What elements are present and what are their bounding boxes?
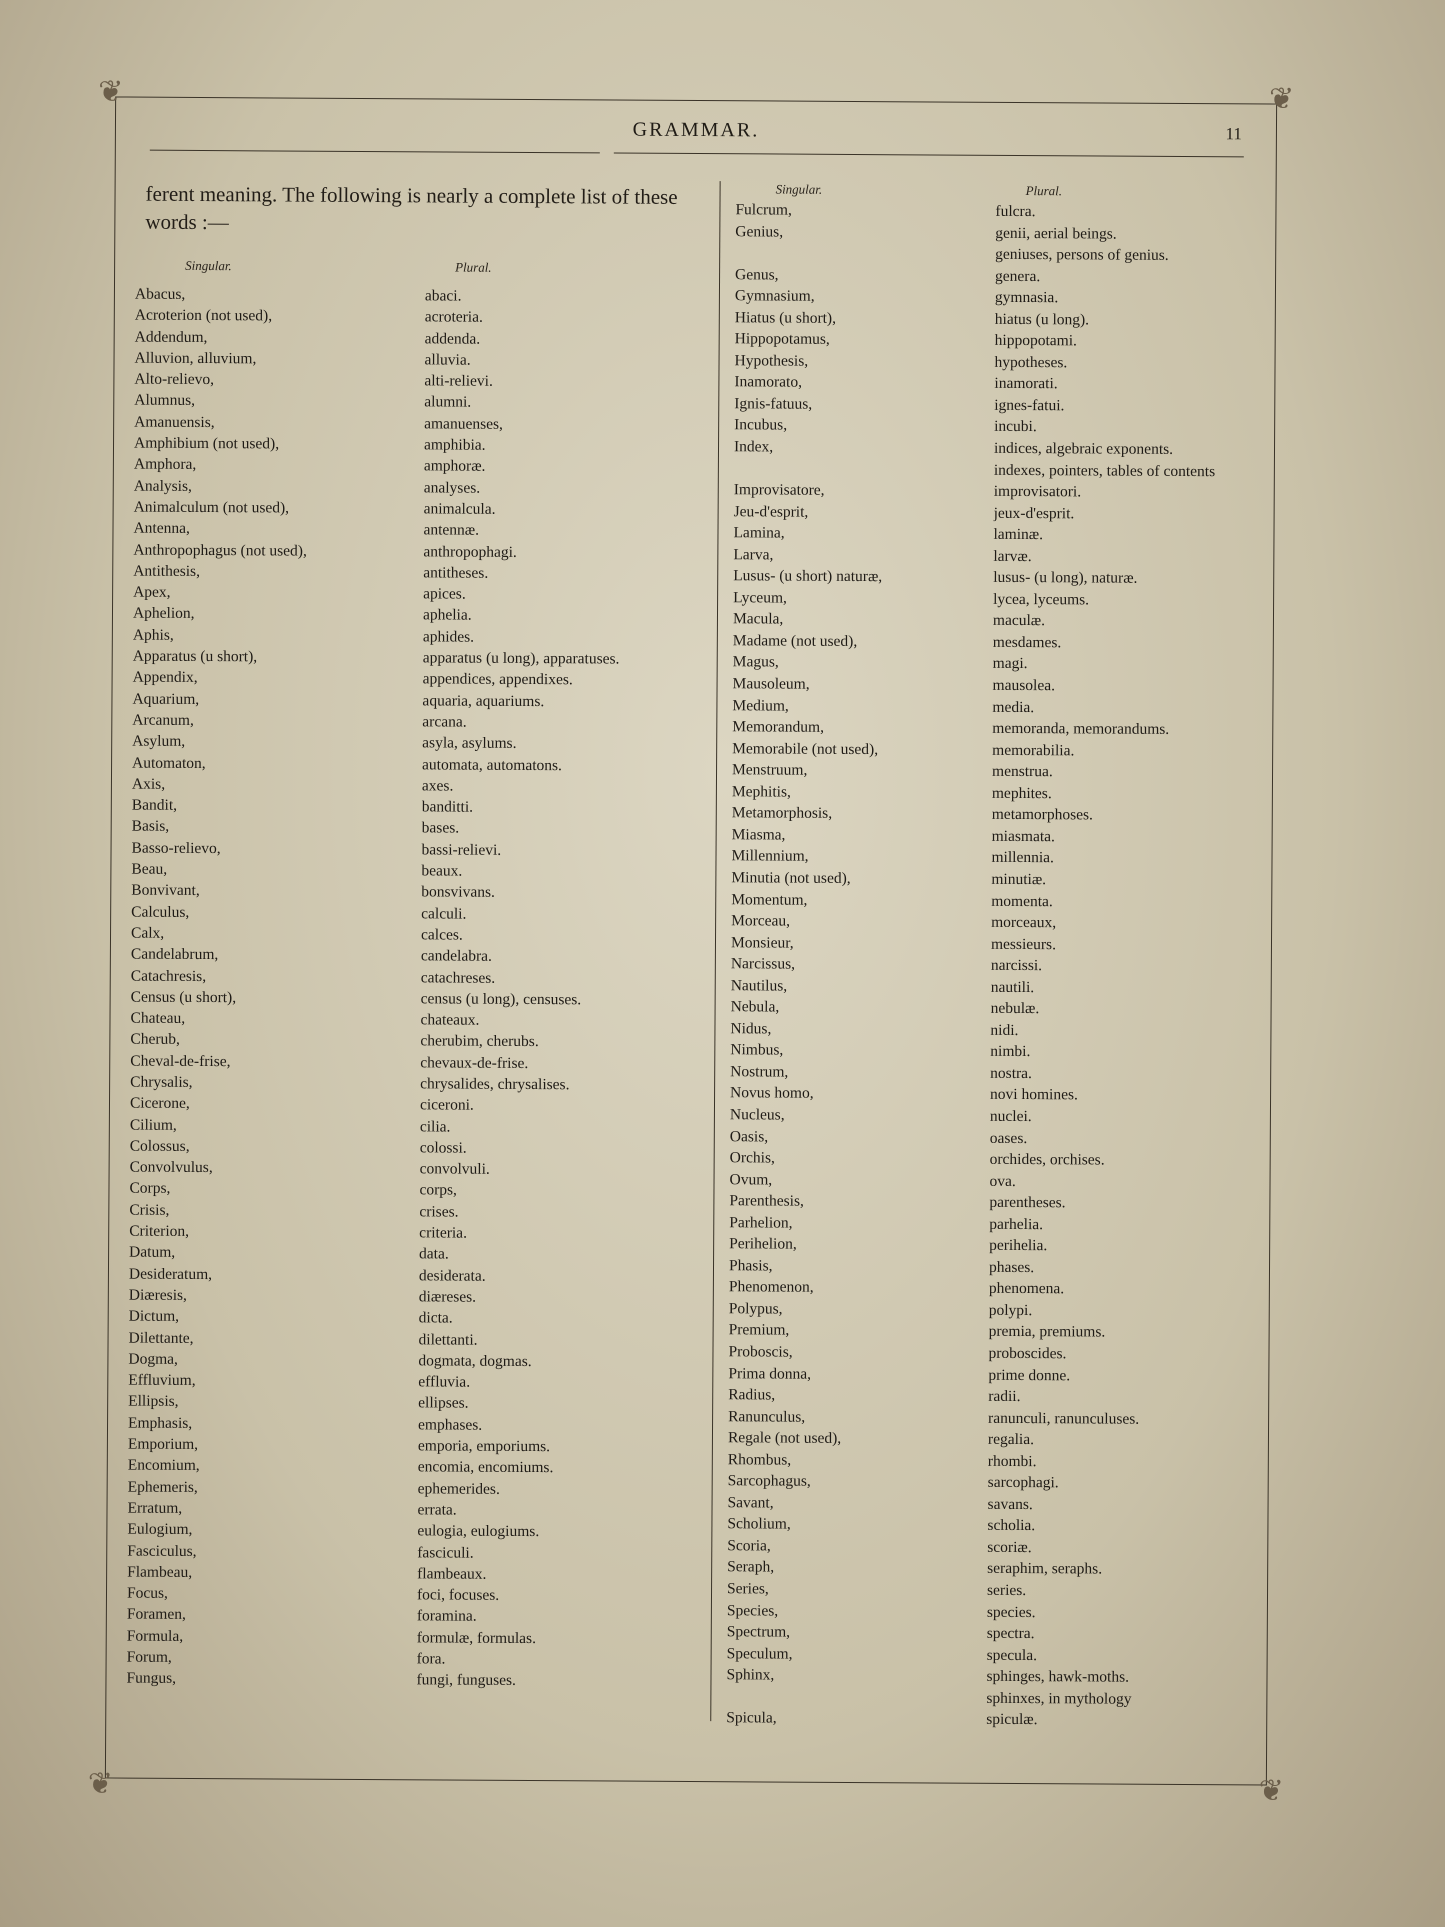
singular-entry: Aphelion, bbox=[132, 605, 195, 623]
plural-entry: genera. bbox=[995, 267, 1041, 285]
plural-entry: animalcula. bbox=[423, 500, 496, 518]
plural-entry: nidi. bbox=[990, 1021, 1019, 1039]
plural-entry: momenta. bbox=[991, 892, 1053, 910]
singular-entry: Forum, bbox=[126, 1648, 172, 1666]
singular-entry: Phenomenon, bbox=[728, 1278, 814, 1297]
plural-entry: eulogia, eulogiums. bbox=[417, 1522, 540, 1541]
plural-entry: alluvia. bbox=[424, 351, 471, 369]
singular-entry: Index, bbox=[733, 438, 774, 456]
plural-entry: rhombi. bbox=[987, 1452, 1037, 1470]
intro-paragraph: ferent meaning. The following is nearly a complete list of these words :— bbox=[145, 181, 678, 235]
right-plural-heading: Plural. bbox=[1025, 183, 1063, 199]
plural-entry: species. bbox=[986, 1603, 1036, 1621]
plural-entry: larvæ. bbox=[993, 547, 1032, 565]
plural-entry: emporia, emporiums. bbox=[417, 1437, 551, 1456]
plural-entry: inamorati. bbox=[994, 375, 1058, 393]
singular-entry: Basso-relievo, bbox=[131, 839, 221, 857]
singular-entry: Axis, bbox=[131, 775, 166, 793]
plural-entry: ignes-fatui. bbox=[994, 396, 1065, 415]
plural-entry: millennia. bbox=[991, 849, 1054, 867]
singular-entry: Ephemeris, bbox=[127, 1478, 198, 1496]
singular-entry: Nidus, bbox=[730, 1020, 772, 1038]
singular-entry: Asylum, bbox=[132, 732, 186, 751]
singular-entry: Spectrum, bbox=[726, 1623, 791, 1641]
plural-entry: scholia. bbox=[987, 1517, 1036, 1535]
singular-entry: Anthropophagus (not used), bbox=[133, 541, 307, 560]
header-rule bbox=[150, 150, 600, 154]
plural-entry: nebulæ. bbox=[990, 1000, 1040, 1018]
plural-entry: premia, premiums. bbox=[988, 1323, 1106, 1341]
singular-entry: Minutia (not used), bbox=[731, 869, 851, 887]
plural-entry: errata. bbox=[417, 1501, 457, 1519]
singular-entry: Appendix, bbox=[132, 668, 198, 687]
plural-entry: hippopotami. bbox=[994, 332, 1077, 350]
singular-entry: Fulcrum, bbox=[735, 201, 792, 219]
singular-entry: Analysis, bbox=[133, 477, 192, 495]
singular-entry: Focus, bbox=[126, 1584, 168, 1602]
plural-entry: improvisatori. bbox=[993, 482, 1082, 501]
plural-entry: antennæ. bbox=[423, 521, 480, 539]
plural-entry: messieurs. bbox=[990, 935, 1057, 953]
plural-entry: effluvia. bbox=[418, 1373, 471, 1391]
singular-entry: Rhombus, bbox=[727, 1450, 792, 1469]
singular-entry: Hippopotamus, bbox=[734, 330, 830, 349]
singular-entry: Datum, bbox=[129, 1243, 176, 1262]
singular-entry: Macula, bbox=[732, 610, 784, 628]
singular-entry: Lamina, bbox=[733, 524, 785, 542]
singular-entry: Cheval-de-frise, bbox=[130, 1052, 231, 1070]
singular-entry: Jeu-d'esprit, bbox=[733, 502, 809, 521]
singular-entry bbox=[735, 242, 1005, 265]
singular-entry: Morceau, bbox=[731, 912, 791, 930]
singular-entry: Radius, bbox=[728, 1386, 776, 1404]
singular-entry: Miasma, bbox=[731, 826, 786, 844]
plural-entry: phenomena. bbox=[988, 1280, 1065, 1298]
plural-entry: nautili. bbox=[990, 978, 1035, 996]
singular-entry: Cicerone, bbox=[129, 1094, 190, 1113]
plural-entry: sphinges, hawk-moths. bbox=[986, 1668, 1130, 1686]
plural-entry: sphinxes, in mythology bbox=[986, 1689, 1132, 1708]
singular-entry: Nebula, bbox=[730, 998, 780, 1016]
plural-entry: lycea, lyceums. bbox=[993, 590, 1090, 609]
singular-entry: Ovum, bbox=[729, 1170, 773, 1189]
plural-entry: series. bbox=[986, 1581, 1027, 1600]
singular-entry: Regale (not used), bbox=[727, 1429, 842, 1448]
page-frame bbox=[87, 75, 1295, 1808]
plural-entry: bassi-relievi. bbox=[421, 841, 502, 859]
singular-entry: Parenthesis, bbox=[729, 1192, 804, 1210]
singular-entry: Savant, bbox=[727, 1494, 774, 1512]
singular-entry: Emporium, bbox=[127, 1435, 199, 1454]
plural-entry: hiatus (u long). bbox=[994, 310, 1090, 329]
plural-entry: chevaux-de-frise. bbox=[420, 1054, 529, 1072]
running-title: GRAMMAR. bbox=[632, 118, 760, 142]
plural-entry: savans. bbox=[987, 1495, 1033, 1513]
singular-entry: Colossus, bbox=[129, 1137, 190, 1155]
singular-entry: Nucleus, bbox=[729, 1106, 785, 1124]
plural-entry: menstrua. bbox=[991, 763, 1053, 781]
singular-entry: Chateau, bbox=[130, 1009, 186, 1028]
singular-entry: Alto-relievo, bbox=[134, 370, 215, 389]
singular-entry: Encomium, bbox=[127, 1456, 200, 1475]
plural-entry: prime donne. bbox=[988, 1366, 1071, 1384]
singular-entry: Candelabrum, bbox=[130, 945, 219, 964]
plural-entry: ephemerides. bbox=[417, 1479, 500, 1498]
singular-entry: Alluvion, alluvium, bbox=[134, 349, 257, 368]
plural-entry: mephites. bbox=[991, 784, 1052, 802]
singular-entry: Larva, bbox=[733, 546, 774, 564]
singular-entry: Basis, bbox=[131, 818, 170, 836]
plural-entry: seraphim, seraphs. bbox=[987, 1560, 1103, 1578]
plural-entry: parentheses. bbox=[989, 1193, 1066, 1212]
singular-entry: Erratum, bbox=[127, 1499, 183, 1517]
singular-entry: Madame (not used), bbox=[732, 632, 858, 650]
singular-entry: Memorandum, bbox=[732, 718, 825, 736]
plural-entry: colossi. bbox=[419, 1139, 467, 1157]
plural-entry: polypi. bbox=[988, 1301, 1033, 1319]
plural-entry: chrysalides, chrysalises. bbox=[420, 1075, 570, 1094]
plural-entry: abaci. bbox=[424, 287, 462, 305]
left-singular-list bbox=[126, 284, 425, 1691]
plural-entry: candelabra. bbox=[420, 947, 492, 965]
singular-entry: Gymnasium, bbox=[734, 287, 815, 305]
page-number: 11 bbox=[1225, 124, 1242, 144]
plural-entry: gymnasia. bbox=[994, 289, 1059, 307]
plural-entry: fungi, funguses. bbox=[416, 1671, 516, 1690]
singular-entry: Amphora, bbox=[133, 455, 197, 474]
singular-entry: Hiatus (u short), bbox=[734, 308, 837, 327]
singular-entry: Phasis, bbox=[728, 1257, 773, 1275]
singular-entry: Nautilus, bbox=[730, 976, 788, 995]
singular-entry: Novus homo, bbox=[730, 1084, 814, 1103]
singular-entry: Ellipsis, bbox=[128, 1393, 179, 1411]
plural-entry: formulæ, formulas. bbox=[416, 1629, 537, 1647]
singular-entry: Amanuensis, bbox=[134, 413, 215, 431]
plural-entry: addenda. bbox=[424, 329, 481, 348]
singular-entry: Cilium, bbox=[129, 1116, 177, 1134]
plural-entry: geniuses, persons of genius. bbox=[995, 245, 1169, 264]
singular-entry: Perihelion, bbox=[729, 1235, 797, 1253]
plural-entry: incubi. bbox=[994, 418, 1037, 436]
left-plural-list bbox=[416, 285, 715, 1692]
singular-entry: Automaton, bbox=[132, 754, 206, 772]
plural-entry: axes. bbox=[421, 777, 454, 795]
plural-entry: jeux-d'esprit. bbox=[993, 504, 1075, 522]
singular-entry: Dictum, bbox=[128, 1307, 180, 1326]
plural-entry: spiculæ. bbox=[986, 1711, 1038, 1729]
page-header bbox=[116, 111, 1276, 158]
plural-entry: metamorphoses. bbox=[991, 806, 1093, 824]
plural-entry: acroteria. bbox=[424, 308, 483, 327]
plural-entry: miasmata. bbox=[991, 827, 1055, 846]
plural-entry: minutiæ. bbox=[991, 870, 1047, 889]
singular-entry: Acroterion (not used), bbox=[134, 306, 273, 325]
plural-entry: corps, bbox=[419, 1181, 457, 1200]
plural-entry: automata, automatons. bbox=[422, 755, 563, 774]
plural-entry: antitheses. bbox=[423, 564, 489, 582]
singular-entry: Abacus, bbox=[134, 285, 186, 303]
singular-entry: Aquarium, bbox=[132, 690, 200, 708]
singular-entry: Calculus, bbox=[131, 903, 190, 921]
singular-entry: Antithesis, bbox=[133, 562, 201, 580]
plural-entry: crises. bbox=[419, 1203, 459, 1221]
singular-entry: Nimbus, bbox=[730, 1041, 784, 1059]
plural-entry: bonsvivans. bbox=[421, 883, 495, 902]
plural-entry: sarcophagi. bbox=[987, 1474, 1059, 1492]
singular-entry: Crisis, bbox=[129, 1201, 170, 1219]
singular-entry: Polypus, bbox=[728, 1300, 783, 1318]
plural-entry: criteria. bbox=[419, 1224, 468, 1242]
singular-entry: Hypothesis, bbox=[734, 352, 809, 370]
plural-entry: encomia, encomiums. bbox=[417, 1458, 554, 1477]
singular-entry: Sphinx, bbox=[726, 1666, 775, 1684]
singular-entry: Catachresis, bbox=[130, 967, 207, 985]
singular-entry: Nostrum, bbox=[730, 1063, 789, 1081]
singular-entry: Oasis, bbox=[729, 1127, 769, 1145]
plural-entry: census (u long), censuses. bbox=[420, 990, 582, 1009]
singular-entry: Spicula, bbox=[726, 1709, 777, 1727]
plural-entry: nostra. bbox=[990, 1064, 1033, 1082]
left-singular-heading: Singular. bbox=[185, 257, 232, 274]
plural-entry: anthropophagi. bbox=[423, 542, 517, 561]
plural-entry: alumni. bbox=[424, 393, 472, 412]
right-singular-list bbox=[726, 199, 1005, 1730]
plural-entry: ciceroni. bbox=[419, 1096, 474, 1114]
plural-entry: banditti. bbox=[421, 798, 474, 816]
plural-entry: calces. bbox=[420, 926, 463, 944]
plural-entry: flambeaux. bbox=[417, 1565, 487, 1583]
singular-entry: Aphis, bbox=[132, 626, 174, 644]
singular-entry: Speculum, bbox=[726, 1644, 793, 1663]
plural-entry: arcana. bbox=[422, 713, 467, 731]
singular-entry: Lyceum, bbox=[733, 589, 787, 607]
singular-entry: Corps, bbox=[129, 1180, 171, 1198]
singular-entry: Bandit, bbox=[131, 796, 178, 814]
singular-entry: Premium, bbox=[728, 1321, 790, 1340]
plural-entry: morceaux, bbox=[991, 913, 1057, 932]
plural-entry: bases. bbox=[421, 819, 460, 838]
plural-entry: regalia. bbox=[987, 1430, 1035, 1449]
plural-entry: novi homines. bbox=[990, 1086, 1078, 1104]
plural-entry: narcissi. bbox=[990, 956, 1043, 975]
plural-entry: laminæ. bbox=[993, 526, 1044, 544]
plural-entry: fasciculi. bbox=[417, 1543, 474, 1562]
singular-entry: Calx, bbox=[130, 924, 165, 942]
plural-entry: mesdames. bbox=[992, 633, 1062, 652]
singular-entry: Animalculum (not used), bbox=[133, 498, 290, 517]
singular-entry: Dogma, bbox=[128, 1350, 179, 1368]
singular-entry: Parhelion, bbox=[729, 1213, 793, 1232]
plural-entry: lusus- (u long), naturæ. bbox=[993, 569, 1138, 588]
plural-entry: dilettanti. bbox=[418, 1330, 478, 1349]
singular-entry: Census (u short), bbox=[130, 988, 237, 1007]
singular-entry: Genius, bbox=[735, 222, 784, 241]
singular-entry: Millennium, bbox=[731, 847, 809, 866]
singular-entry: Mausoleum, bbox=[732, 675, 810, 693]
singular-entry: Fungus, bbox=[126, 1669, 177, 1688]
plural-entry: catachreses. bbox=[420, 968, 496, 987]
singular-entry: Foramen, bbox=[126, 1605, 186, 1624]
singular-entry: Ranunculus, bbox=[728, 1407, 806, 1426]
singular-entry: Monsieur, bbox=[730, 933, 794, 952]
plural-entry: ova. bbox=[989, 1172, 1016, 1190]
plural-entry: genii, aerial beings. bbox=[995, 224, 1117, 243]
singular-entry: Species, bbox=[726, 1601, 779, 1620]
plural-entry: cherubim, cherubs. bbox=[420, 1032, 539, 1051]
plural-entry: convolvuli. bbox=[419, 1160, 490, 1178]
singular-entry: Incubus, bbox=[734, 416, 788, 435]
singular-entry: Emphasis, bbox=[127, 1414, 193, 1432]
plural-entry: media. bbox=[992, 698, 1035, 716]
plural-entry: proboscides. bbox=[988, 1344, 1067, 1363]
singular-entry: Momentum, bbox=[731, 890, 808, 909]
singular-entry: Memorabile (not used), bbox=[732, 739, 879, 758]
plural-entry: diæreses. bbox=[418, 1288, 477, 1306]
singular-entry: Lusus- (u short) naturæ, bbox=[733, 567, 883, 586]
plural-entry: mausolea. bbox=[992, 676, 1056, 695]
plural-entry: specula. bbox=[986, 1646, 1038, 1664]
plural-entry: nuclei. bbox=[989, 1107, 1032, 1126]
singular-entry: Convolvulus, bbox=[129, 1158, 213, 1177]
plural-entry: parhelia. bbox=[989, 1215, 1044, 1233]
plural-entry: chateaux. bbox=[420, 1011, 480, 1029]
singular-entry: Alumnus, bbox=[134, 392, 196, 410]
plural-entry: aphelia. bbox=[422, 606, 472, 625]
plural-entry: phases. bbox=[988, 1258, 1035, 1276]
singular-entry: Addendum, bbox=[134, 328, 208, 346]
plural-entry: fulcra. bbox=[995, 202, 1036, 221]
header-rule bbox=[614, 153, 1244, 158]
plural-entry: amphibia. bbox=[423, 436, 486, 454]
singular-entry: Proboscis, bbox=[728, 1343, 793, 1361]
singular-entry: Apparatus (u short), bbox=[132, 647, 258, 666]
plural-entry: orchides, orchises. bbox=[989, 1150, 1105, 1169]
plural-entry: memorabilia. bbox=[992, 741, 1075, 760]
singular-entry: Genus, bbox=[735, 265, 779, 284]
singular-entry: Scholium, bbox=[727, 1515, 791, 1533]
plural-entry: indexes, pointers, tables of contents bbox=[993, 461, 1216, 480]
singular-entry: Prima donna, bbox=[728, 1364, 812, 1383]
singular-entry: Cherub, bbox=[130, 1030, 180, 1049]
plural-entry: desiderata. bbox=[418, 1267, 486, 1285]
singular-entry: Amphibium (not used), bbox=[133, 434, 280, 453]
singular-entry: Diæresis, bbox=[128, 1286, 188, 1304]
plural-entry: nimbi. bbox=[990, 1043, 1031, 1061]
singular-entry: Narcissus, bbox=[730, 955, 796, 973]
plural-entry: spectra. bbox=[986, 1624, 1035, 1643]
plural-entry: radii. bbox=[988, 1387, 1021, 1406]
singular-entry: Eulogium, bbox=[127, 1520, 193, 1539]
singular-entry: Scoria, bbox=[727, 1537, 771, 1555]
plural-entry: emphases. bbox=[417, 1416, 483, 1434]
corner-ornament-icon: ❦ bbox=[1268, 82, 1295, 116]
singular-entry: Formula, bbox=[126, 1627, 184, 1645]
plural-entry: ellipses. bbox=[418, 1394, 469, 1413]
plural-entry: apparatus (u long), apparatuses. bbox=[422, 649, 620, 668]
plural-entry: apices. bbox=[423, 585, 466, 603]
plural-entry: asyla, asylums. bbox=[422, 734, 517, 753]
plural-entry: alti-relievi. bbox=[424, 372, 493, 390]
plural-entry: cilia. bbox=[419, 1117, 451, 1136]
singular-entry: Desideratum, bbox=[128, 1265, 213, 1283]
plural-entry: indices, algebraic exponents. bbox=[993, 439, 1174, 458]
singular-entry: Sarcophagus, bbox=[727, 1472, 811, 1491]
singular-entry bbox=[734, 458, 1004, 481]
plural-entry: appendices, appendixes. bbox=[422, 670, 573, 689]
singular-entry: Mephitis, bbox=[731, 783, 791, 801]
singular-entry: Bonvivant, bbox=[131, 881, 200, 900]
singular-entry: Flambeau, bbox=[127, 1563, 193, 1581]
plural-entry: hypotheses. bbox=[994, 353, 1068, 372]
singular-entry: Series, bbox=[726, 1580, 769, 1598]
singular-entry: Chrysalis, bbox=[130, 1073, 193, 1091]
plural-entry: fora. bbox=[416, 1650, 446, 1668]
right-plural-list bbox=[986, 201, 1270, 1732]
singular-entry: Magus, bbox=[732, 653, 779, 672]
plural-entry: data. bbox=[419, 1245, 449, 1263]
plural-entry: aquaria, aquariums. bbox=[422, 691, 545, 710]
plural-entry: scoriæ. bbox=[987, 1538, 1032, 1556]
singular-entry: Medium, bbox=[732, 696, 789, 715]
singular-entry: Dilettante, bbox=[128, 1329, 194, 1347]
plural-entry: amanuenses, bbox=[424, 415, 503, 433]
singular-entry: Inamorato, bbox=[734, 373, 803, 392]
singular-entry: Orchis, bbox=[729, 1149, 775, 1167]
plural-entry: beaux. bbox=[421, 862, 463, 880]
singular-entry: Antenna, bbox=[133, 519, 190, 538]
plural-entry: oases. bbox=[989, 1129, 1028, 1147]
singular-entry: Metamorphosis, bbox=[731, 804, 833, 823]
plural-entry: foci, focuses. bbox=[416, 1586, 500, 1604]
plural-entry: aphides. bbox=[422, 628, 475, 646]
singular-entry: Apex, bbox=[133, 583, 171, 601]
plural-entry: amphoræ. bbox=[423, 457, 486, 476]
plural-entry: perihelia. bbox=[989, 1237, 1048, 1255]
corner-ornament-icon: ❦ bbox=[1258, 1774, 1284, 1808]
singular-entry: Ignis-fatuus, bbox=[734, 395, 813, 413]
singular-entry: Menstruum, bbox=[731, 761, 808, 779]
singular-entry: Improvisatore, bbox=[733, 481, 825, 499]
plural-entry: magi. bbox=[992, 655, 1028, 673]
singular-entry bbox=[726, 1686, 996, 1709]
plural-entry: dicta. bbox=[418, 1309, 453, 1327]
plural-entry: maculæ. bbox=[992, 612, 1046, 630]
right-singular-heading: Singular. bbox=[775, 181, 823, 197]
singular-entry: Beau, bbox=[131, 860, 168, 878]
singular-entry: Fasciculus, bbox=[127, 1542, 197, 1560]
left-plural-heading: Plural. bbox=[455, 259, 492, 275]
corner-ornament-icon: ❦ bbox=[98, 75, 124, 109]
plural-entry: analyses. bbox=[423, 479, 481, 497]
plural-entry: calculi. bbox=[421, 904, 467, 923]
singular-entry: Seraph, bbox=[727, 1558, 775, 1576]
singular-entry: Effluvium, bbox=[128, 1371, 196, 1390]
singular-entry: Criterion, bbox=[129, 1222, 190, 1241]
corner-ornament-icon: ❦ bbox=[87, 1767, 114, 1801]
plural-entry: ranunculi, ranunculuses. bbox=[988, 1409, 1140, 1428]
singular-entry: Arcanum, bbox=[132, 711, 194, 729]
plural-entry: foramina. bbox=[416, 1607, 477, 1626]
plural-entry: memoranda, memorandums. bbox=[992, 719, 1170, 739]
plural-entry: dogmata, dogmas. bbox=[418, 1352, 532, 1370]
